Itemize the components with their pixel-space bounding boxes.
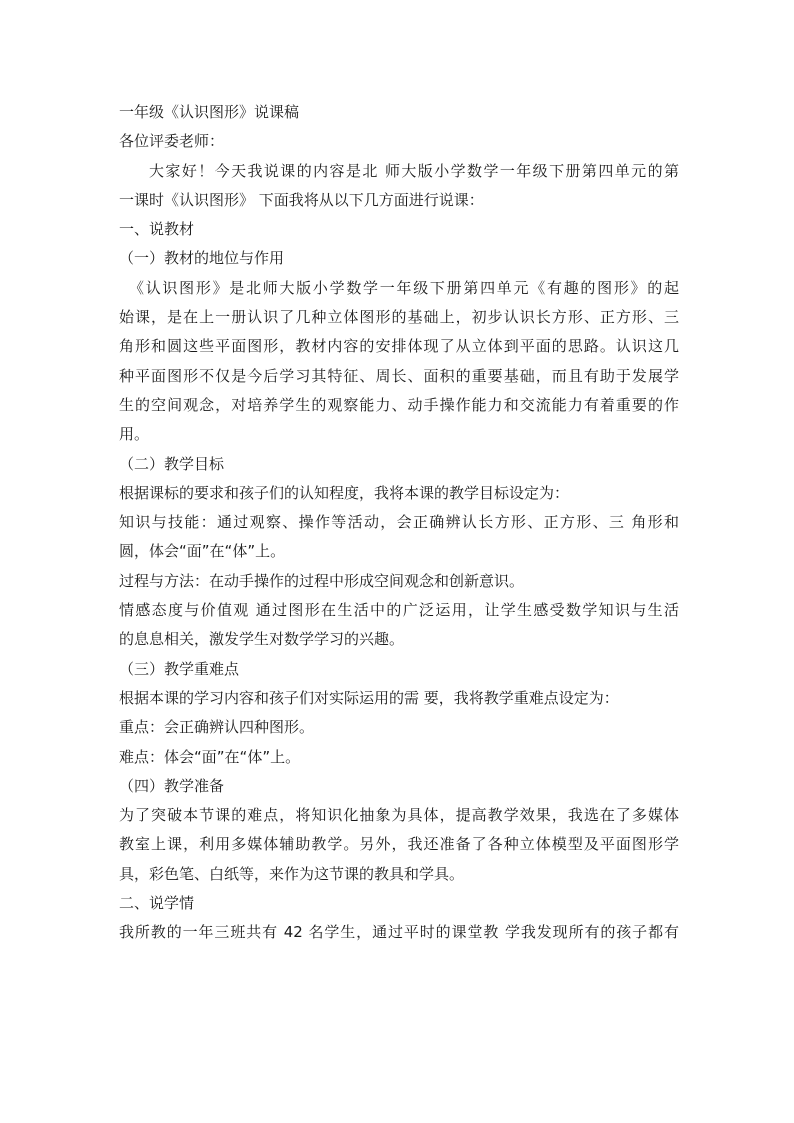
- paragraph-line: 大家好！今天我说课的内容是北 师大版小学数学一年级下册第四单元的第: [149, 161, 679, 180]
- subsection-heading: （三）教学重难点: [119, 659, 240, 678]
- subsection-heading: （一）教材的地位与作用: [119, 249, 285, 268]
- paragraph-line: 知识与技能：通过观察、操作等活动，会正确辨认长方形、正方形、三 角形和: [119, 513, 679, 532]
- paragraph-line: 种平面图形不仅是今后学习其特征、周长、面积的重要基础，而且有助于发展学: [119, 366, 679, 385]
- document-page: [119, 98, 679, 948]
- paragraph-line: 为了突破本节课的难点，将知识化抽象为具体，提高教学效果，我选在了多媒体: [119, 806, 679, 825]
- paragraph-line: 的息息相关，激发学生对数学学习的兴趣。: [119, 630, 405, 649]
- document-title: 一年级《认识图形》说课稿: [119, 103, 300, 121]
- paragraph-line: 《认识图形》是北师大版小学数学一年级下册第四单元《有趣的图形》的起: [129, 278, 679, 297]
- paragraph-line: 用。: [119, 425, 150, 444]
- paragraph-line: 生的空间观念，对培养学生的观察能力、动手操作能力和交流能力有着重要的作: [119, 395, 679, 414]
- paragraph-line: 我所教的一年三班共有 42 名学生，通过平时的课堂教 学我发现所有的孩子都有: [119, 923, 679, 942]
- section-heading: 二、说学情: [119, 894, 195, 913]
- paragraph-line: 圆，体会“面”在“体”上。: [119, 542, 286, 561]
- paragraph-line: 根据本课的学习内容和孩子们对实际运用的需 要，我将教学重难点设定为：: [119, 688, 619, 707]
- subsection-heading: （四）教学准备: [119, 776, 225, 795]
- paragraph-line: 始课，是在上一册认识了几种立体图形的基础上，初步认识长方形、正方形、三: [119, 308, 679, 327]
- paragraph-line: 重点：会正确辨认四种图形。: [119, 718, 315, 737]
- paragraph-line: 过程与方法：在动手操作的过程中形成空间观念和创新意识。: [119, 571, 525, 590]
- subsection-heading: （二）教学目标: [119, 454, 225, 473]
- paragraph-line: 难点：体会“面”在“体”上。: [119, 747, 301, 766]
- paragraph-line: 教室上课，利用多媒体辅助教学。另外，我还准备了各种立体模型及平面图形学: [119, 835, 679, 854]
- paragraph-line: 一课时《认识图形》 下面我将从以下几方面进行说课：: [119, 190, 484, 209]
- section-heading: 一、说教材: [119, 220, 195, 239]
- paragraph-line: 具，彩色笔、白纸等，来作为这节课的教具和学具。: [119, 864, 465, 883]
- salutation: 各位评委老师：: [119, 132, 225, 151]
- paragraph-line: 根据课标的要求和孩子们的认知程度，我将本课的教学目标设定为：: [119, 483, 570, 502]
- paragraph-line: 情感态度与价值观 通过图形在生活中的广泛运用，让学生感受数学知识与生活: [119, 601, 679, 620]
- paragraph-line: 角形和圆这些平面图形，教材内容的安排体现了从立体到平面的思路。认识这几: [119, 337, 679, 356]
